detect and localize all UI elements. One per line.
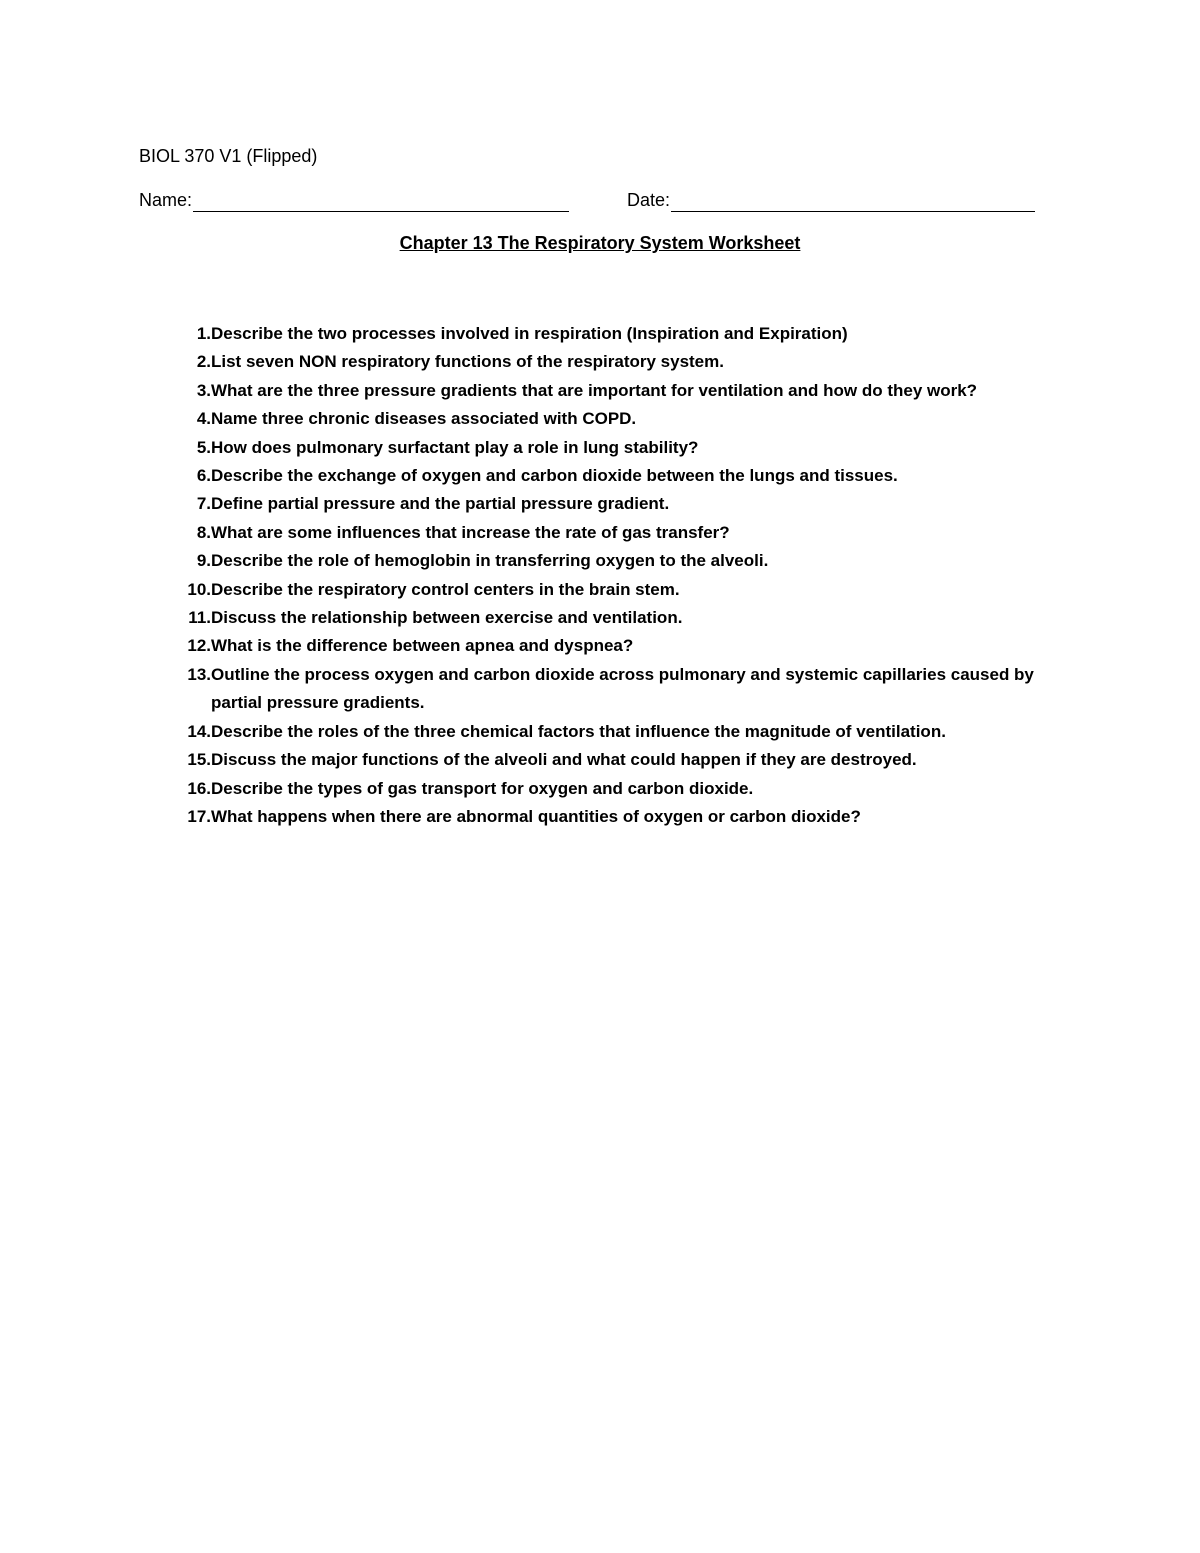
question-item [160, 576, 1040, 604]
question-item [160, 348, 1040, 376]
question-text: Describe the roles of the three chemical factors that influence the magnitude of ventilation. [211, 721, 946, 741]
question-text: What is the difference between apnea and dyspnea? [211, 636, 634, 656]
question-text: Define partial pressure and the partial pressure gradient. [211, 494, 670, 514]
question-item [160, 462, 1040, 490]
question-item [160, 434, 1040, 462]
question-number [160, 576, 211, 604]
name-blank-line [193, 192, 569, 212]
question-list [160, 320, 1040, 831]
question-item [160, 661, 1040, 718]
question-item [160, 775, 1040, 803]
question-number-text: 11. [188, 608, 211, 628]
question-text: Describe the exchange of oxygen and carbon dioxide between the lungs and tissues. [211, 466, 898, 486]
question-text: Discuss the relationship between exercise and ventilation. [211, 608, 683, 628]
question-text: Outline the process oxygen and carbon dioxide across pulmonary and systemic capillaries caused by partial pressure gradients. [211, 664, 1034, 713]
question-number [160, 604, 211, 632]
question-text: Describe the role of hemoglobin in transferring oxygen to the alveoli. [211, 551, 769, 571]
question-text: Describe the two processes involved in respiration (Inspiration and Expiration) [211, 324, 848, 343]
course-label: BIOL 370 V1 (Flipped) [139, 146, 318, 166]
question-item [160, 519, 1040, 547]
question-text: What are some influences that increase the rate of gas transfer? [211, 522, 730, 542]
question-number-text: 4. [196, 409, 211, 429]
question-number [160, 490, 211, 518]
question-item [160, 547, 1040, 575]
question-number [160, 746, 211, 774]
name-field [139, 188, 569, 212]
question-number [160, 405, 211, 433]
question-number-text: 16. [187, 778, 211, 798]
question-item [160, 718, 1040, 746]
question-item [160, 405, 1040, 433]
question-number-text: 1. [196, 324, 211, 343]
question-number [160, 661, 211, 689]
question-number [160, 377, 211, 405]
question-number-text: 5. [196, 437, 211, 457]
question-number [160, 775, 211, 803]
question-text: How does pulmonary surfactant play a role in lung stability? [211, 437, 699, 457]
question-number [160, 348, 211, 376]
question-text: Name three chronic diseases associated with COPD. [211, 409, 637, 429]
date-field [627, 188, 1035, 212]
question-number-text: 17. [187, 806, 211, 826]
question-number-text: 3. [196, 380, 211, 400]
question-item [160, 604, 1040, 632]
name-label: Name: [139, 190, 193, 210]
question-number [160, 803, 211, 831]
question-number [160, 547, 211, 575]
date-blank-line [671, 192, 1035, 212]
question-text: Describe the types of gas transport for oxygen and carbon dioxide. [211, 778, 754, 798]
question-item [160, 746, 1040, 774]
question-text: Discuss the major functions of the alveoli and what could happen if they are destroyed. [211, 750, 917, 770]
question-number-text: 8. [196, 522, 211, 542]
question-number [160, 434, 211, 462]
question-number-text: 12. [187, 636, 211, 656]
question-number-text: 6. [196, 466, 211, 486]
question-number-text: 10. [187, 579, 211, 599]
question-number-text: 7. [196, 494, 211, 514]
question-item [160, 377, 1040, 405]
question-number [160, 320, 211, 348]
worksheet-title: Chapter 13 The Respiratory System Worksheet [399, 233, 801, 253]
question-number [160, 718, 211, 746]
question-number-text: 14. [187, 721, 211, 741]
question-text: Describe the respiratory control centers in the brain stem. [211, 579, 680, 599]
question-text: List seven NON respiratory functions of the respiratory system. [211, 352, 724, 372]
question-number [160, 462, 211, 490]
question-number-text: 9. [196, 551, 211, 571]
question-item [160, 320, 1040, 348]
question-number-text: 13. [187, 664, 211, 684]
question-item [160, 490, 1040, 518]
question-number [160, 519, 211, 547]
question-item [160, 803, 1040, 831]
question-number-text: 2. [196, 352, 211, 372]
question-number [160, 632, 211, 660]
question-text: What are the three pressure gradients that are important for ventilation and how do they work? [211, 380, 978, 400]
question-text: What happens when there are abnormal quantities of oxygen or carbon dioxide? [211, 806, 861, 826]
date-label: Date: [627, 190, 671, 210]
question-number-text: 15. [187, 750, 211, 770]
question-item [160, 632, 1040, 660]
